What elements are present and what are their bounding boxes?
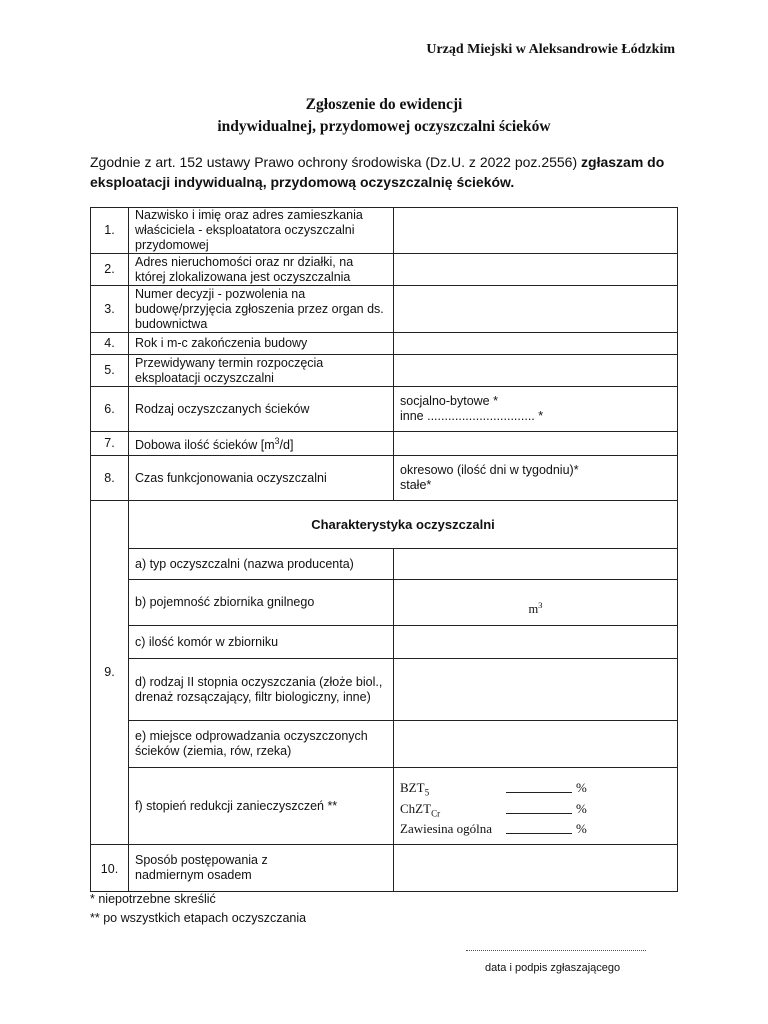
reduction-row-chzt	[400, 801, 671, 822]
table-row	[91, 355, 678, 387]
row-value-field[interactable]	[394, 432, 678, 456]
section-title: Charakterystyka oczyszczalni	[129, 501, 678, 549]
percent-sign: %	[576, 780, 587, 795]
footnote-1: * niepotrzebne skreślić	[90, 892, 216, 906]
row-value-field[interactable]	[394, 845, 678, 892]
unit-superscript: 3	[538, 599, 543, 610]
reduction-label	[400, 801, 506, 822]
signature-label: data i podpis zgłaszającego	[485, 962, 621, 974]
row-label: Rok i m-c zakończenia budowy	[129, 333, 394, 355]
table-row	[91, 659, 678, 721]
intro-paragraph	[90, 152, 690, 192]
row-value-field[interactable]	[394, 333, 678, 355]
label-text: Dobowa ilość ścieków [m	[135, 438, 275, 453]
reduction-label-sub: 5	[424, 787, 430, 798]
row-number: 2.	[91, 254, 129, 286]
row-value-field[interactable]	[394, 659, 678, 721]
table-row	[91, 580, 678, 626]
reduction-label	[400, 821, 506, 842]
percent-sign: %	[576, 821, 587, 837]
form-title	[0, 94, 768, 138]
reduction-row-suspended	[400, 821, 671, 842]
row-number: 7.	[91, 432, 129, 456]
row-label: c) ilość komór w zbiorniku	[129, 626, 394, 659]
reduction-label-sub: Cr	[431, 808, 441, 819]
row-label: Adres nieruchomości oraz nr działki, na której zlokalizowana jest oczyszczalnia	[129, 254, 394, 286]
table-row	[91, 549, 678, 580]
row-value-field[interactable]	[394, 355, 678, 387]
table-row	[91, 387, 678, 432]
row-value-field[interactable]	[394, 549, 678, 580]
reduction-label-main: Zawiesina ogólna	[400, 821, 493, 837]
row-value-field[interactable]	[394, 626, 678, 659]
reduction-input-line[interactable]	[506, 801, 572, 814]
row-label: b) pojemność zbiornika gnilnego	[129, 580, 394, 626]
option-permanent[interactable]: stałe*	[400, 478, 432, 492]
table-row	[91, 208, 678, 254]
row-label: Numer decyzji - pozwolenia na budowę/przyjęcia zgłoszenia przez organ ds. budownictwa	[129, 286, 394, 333]
row-label: f) stopień redukcji zanieczyszczeń **	[129, 768, 394, 845]
intro-plain: Zgodnie z art. 152 ustawy Prawo ochrony środowiska (Dz.U. z 2022 poz.2556)	[90, 154, 582, 170]
table-row	[91, 456, 678, 501]
row-label	[129, 432, 394, 456]
option-other[interactable]: inne ............................... *	[400, 409, 544, 423]
unit-label	[400, 598, 671, 617]
reduction-input-line[interactable]	[506, 821, 572, 834]
row-label: Przewidywany termin rozpoczęcia eksploatacji oczyszczalni	[129, 355, 394, 387]
row-label: Czas funkcjonowania oczyszczalni	[129, 456, 394, 501]
footnote-2: ** po wszystkich etapach oczyszczania	[90, 911, 307, 925]
row-value-field[interactable]	[394, 254, 678, 286]
row-label: a) typ oczyszczalni (nazwa producenta)	[129, 549, 394, 580]
footnotes	[90, 890, 306, 928]
row-number: 6.	[91, 387, 129, 432]
table-row	[91, 768, 678, 845]
reduction-input-line[interactable]	[506, 780, 572, 793]
tank-capacity-field[interactable]	[394, 580, 678, 626]
row-number: 5.	[91, 355, 129, 387]
percent-sign: %	[576, 800, 587, 816]
intro-bold: zgłaszam do eksploatacji indywidualną, przydomową oczyszczalnię ścieków.	[90, 154, 665, 190]
row-label: d) rodzaj II stopnia oczyszczania (złoże biol., drenaż rozsączający, filtr biologiczny, inne)	[129, 659, 394, 721]
table-row	[91, 286, 678, 333]
row-value-field[interactable]	[394, 208, 678, 254]
row-number: 4.	[91, 333, 129, 355]
form-title-line2: indywidualnej, przydomowej oczyszczalni ścieków	[217, 118, 551, 135]
row-label: e) miejsce odprowadzania oczyszczonych ścieków (ziemia, rów, rzeka)	[129, 721, 394, 768]
form-title-line1: Zgłoszenie do ewidencji	[305, 96, 463, 113]
row-value-field[interactable]	[394, 721, 678, 768]
reduction-label-main: BZT	[400, 780, 425, 795]
reduction-row-bzt	[400, 780, 671, 801]
label-superscript: 3	[274, 435, 280, 446]
registration-table	[90, 207, 678, 892]
row-label: Rodzaj oczyszczanych ścieków	[129, 387, 394, 432]
label-tail: /d]	[279, 438, 294, 453]
signature-line[interactable]	[466, 944, 646, 951]
row-label	[129, 845, 394, 892]
row-number: 10.	[91, 845, 129, 892]
operation-time-options[interactable]	[394, 456, 678, 501]
table-row	[91, 845, 678, 892]
reduction-label-main: ChZT	[400, 800, 432, 816]
table-row	[91, 626, 678, 659]
row-value-field[interactable]	[394, 286, 678, 333]
row-label: Nazwisko i imię oraz adres zamieszkania właściciela - eksploatatora oczyszczalni przydomowej	[129, 208, 394, 254]
option-domestic[interactable]: socjalno-bytowe *	[400, 394, 498, 408]
reduction-values	[394, 768, 678, 845]
row-number: 3.	[91, 286, 129, 333]
table-row	[91, 333, 678, 355]
option-periodic[interactable]: okresowo (ilość dni w tygodniu)*	[400, 463, 579, 477]
office-name: Urząd Miejski w Aleksandrowie Łódzkim	[426, 42, 675, 57]
table-row	[91, 432, 678, 456]
row-label-text: Sposób postępowania z nadmiernym osadem	[135, 853, 268, 882]
reduction-label	[400, 780, 506, 801]
wastewater-type-options[interactable]	[394, 387, 678, 432]
row-number: 8.	[91, 456, 129, 501]
row-number: 1.	[91, 208, 129, 254]
table-row	[91, 254, 678, 286]
section-header-row	[91, 501, 678, 549]
unit-main: m	[528, 602, 539, 617]
table-row	[91, 721, 678, 768]
row-number: 9.	[91, 501, 129, 845]
